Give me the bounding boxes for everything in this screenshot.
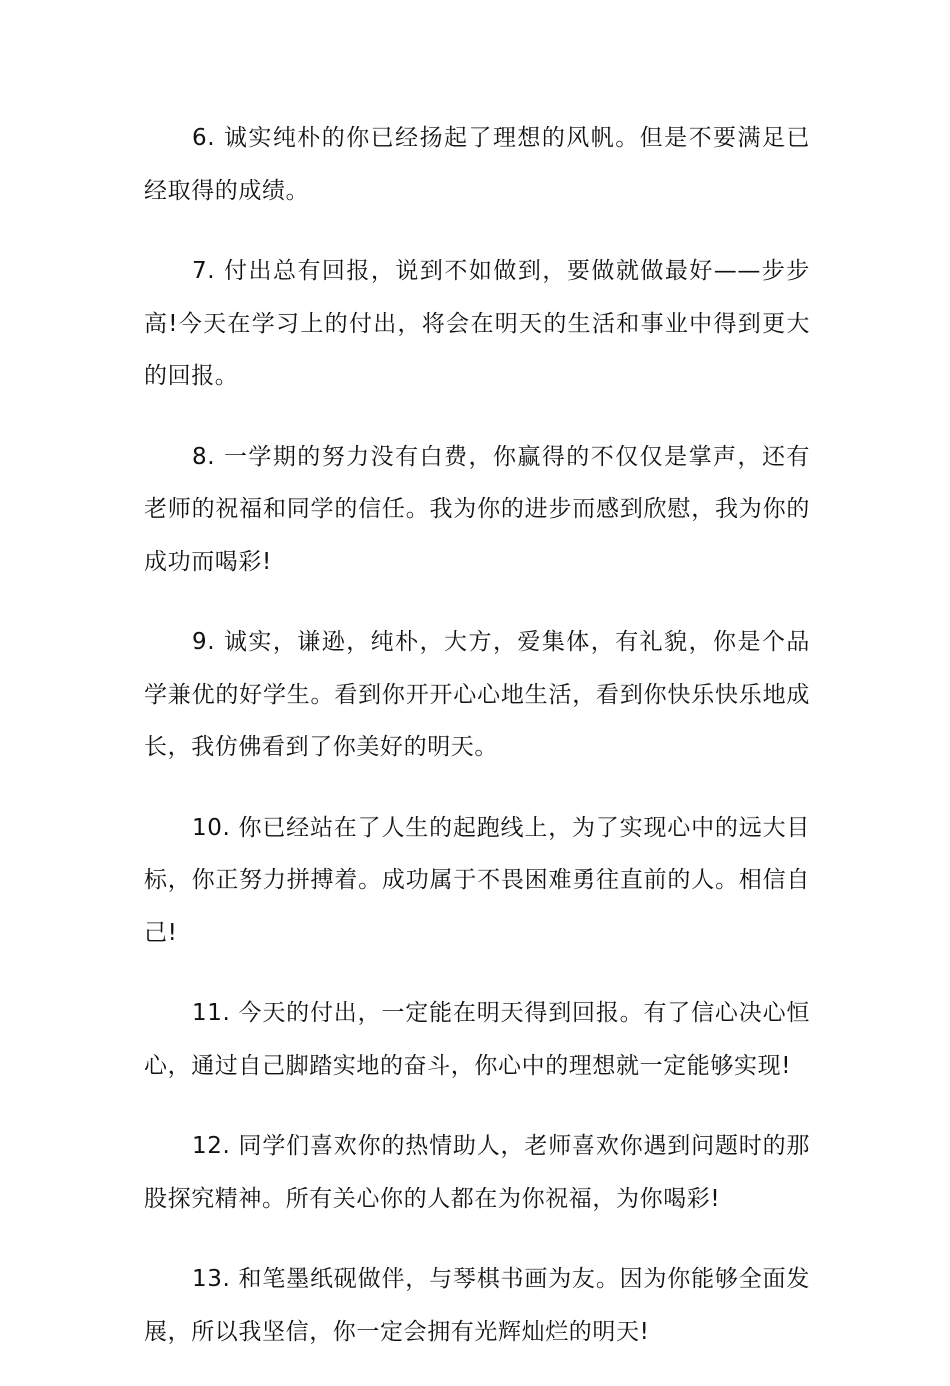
paragraph-8 xyxy=(144,431,810,589)
paragraph-10 xyxy=(144,802,810,960)
paragraph-number: 9. xyxy=(192,629,216,655)
paragraph-13 xyxy=(144,1253,810,1358)
paragraph-text: 你已经站在了人生的起跑线上，为了实现心中的远大目标，你正努力拼搏着。成功属于不畏困难勇往直前的人。相信自己! xyxy=(144,814,810,946)
paragraph-number: 13. xyxy=(192,1266,231,1292)
paragraph-number: 11. xyxy=(192,1000,231,1026)
paragraph-text: 一学期的努力没有白费，你赢得的不仅仅是掌声，还有老师的祝福和同学的信任。我为你的进步而感到欣慰，我为你的成功而喝彩! xyxy=(144,443,810,575)
paragraph-text: 诚实纯朴的你已经扬起了理想的风帆。但是不要满足已经取得的成绩。 xyxy=(144,125,810,204)
paragraph-number: 6. xyxy=(192,125,216,151)
paragraph-number: 7. xyxy=(192,258,216,284)
paragraph-11 xyxy=(144,987,810,1092)
paragraph-text: 和笔墨纸砚做伴，与琴棋书画为友。因为你能够全面发展，所以我坚信，你一定会拥有光辉灿烂的明天! xyxy=(144,1266,810,1345)
paragraph-text: 同学们喜欢你的热情助人，老师喜欢你遇到问题时的那股探究精神。所有关心你的人都在为你祝福，为你喝彩! xyxy=(144,1133,810,1212)
paragraph-9 xyxy=(144,616,810,774)
paragraph-text: 诚实，谦逊，纯朴，大方，爱集体，有礼貌，你是个品学兼优的好学生。看到你开开心心地生活，看到你快乐快乐地成长，我仿佛看到了你美好的明天。 xyxy=(144,629,810,760)
document-body xyxy=(144,112,810,1386)
paragraph-12 xyxy=(144,1120,810,1225)
paragraph-text: 付出总有回报，说到不如做到，要做就做最好——步步高!今天在学习上的付出，将会在明天的生活和事业中得到更大的回报。 xyxy=(144,258,810,389)
paragraph-number: 8. xyxy=(192,443,216,470)
paragraph-number: 12. xyxy=(192,1133,231,1159)
paragraph-number: 10. xyxy=(192,814,231,841)
paragraph-text: 今天的付出，一定能在明天得到回报。有了信心决心恒心，通过自己脚踏实地的奋斗，你心中的理想就一定能够实现! xyxy=(144,1000,810,1079)
paragraph-7 xyxy=(144,245,810,403)
paragraph-6 xyxy=(144,112,810,217)
